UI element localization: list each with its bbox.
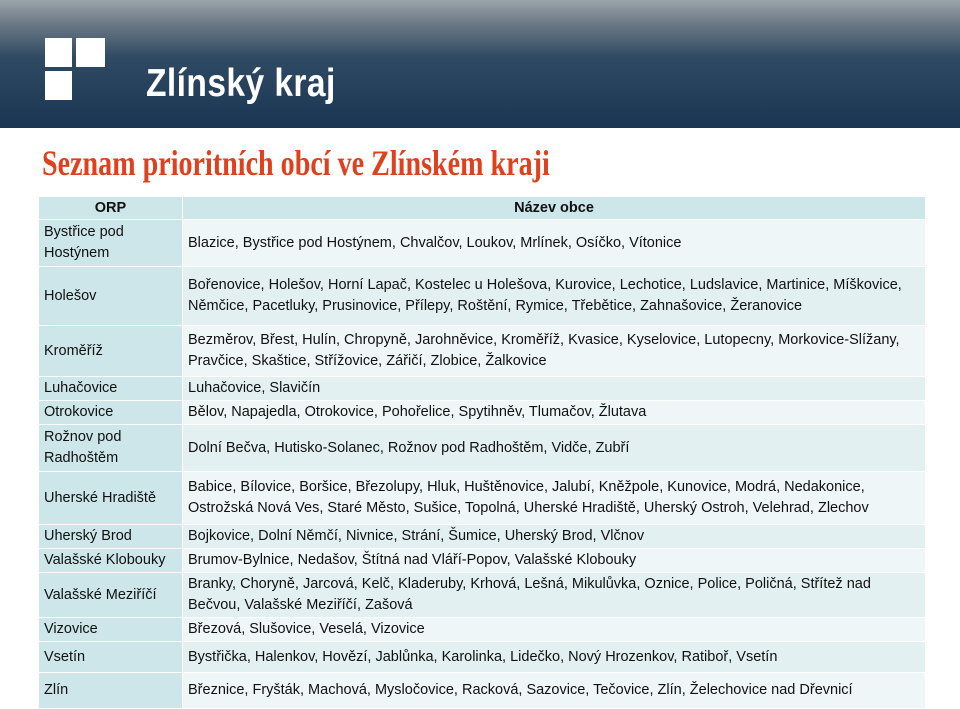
table-row — [39, 401, 926, 425]
orp-cell: Otrokovice — [39, 401, 183, 425]
orp-cell: Valašské Meziříčí — [39, 573, 183, 618]
table-header-row — [39, 197, 926, 220]
table-row — [39, 573, 926, 618]
orp-cell: Kroměříž — [39, 326, 183, 377]
orp-cell: Bystřice pod Hostýnem — [39, 220, 183, 267]
table-row — [39, 642, 926, 673]
municipalities-cell: Babice, Bílovice, Boršice, Březolupy, Hluk, Huštěnovice, Jalubí, Kněžpole, Kunovice, Modrá, Nedakonice, Ostrožská Nová Ves, Staré Město, Sušice, Topolná, Uherské Hradiště, Uherský Ostroh, Velehrad, Zlechov — [183, 472, 926, 525]
municipalities-cell: Bělov, Napajedla, Otrokovice, Pohořelice, Spytihněv, Tlumačov, Žlutava — [183, 401, 926, 425]
priority-municipalities-table — [38, 196, 926, 709]
orp-cell: Vizovice — [39, 618, 183, 642]
municipalities-cell: Březnice, Fryšták, Machová, Mysločovice, Racková, Sazovice, Tečovice, Zlín, Želechovice nad Dřevnicí — [183, 673, 926, 709]
table-row — [39, 326, 926, 377]
orp-cell: Valašské Klobouky — [39, 549, 183, 573]
orp-cell: Luhačovice — [39, 377, 183, 401]
municipalities-cell: Bystřička, Halenkov, Hovězí, Jablůnka, Karolinka, Lidečko, Nový Hrozenkov, Ratiboř, Vsetín — [183, 642, 926, 673]
table-row — [39, 472, 926, 525]
table-row — [39, 549, 926, 573]
municipalities-cell: Luhačovice, Slavičín — [183, 377, 926, 401]
table-row — [39, 618, 926, 642]
table-row — [39, 673, 926, 709]
orp-cell: Rožnov pod Radhoštěm — [39, 425, 183, 472]
municipalities-cell: Dolní Bečva, Hutisko-Solanec, Rožnov pod Radhoštěm, Vidče, Zubří — [183, 425, 926, 472]
municipalities-cell: Bojkovice, Dolní Němčí, Nivnice, Strání, Šumice, Uherský Brod, Vlčnov — [183, 525, 926, 549]
table-row — [39, 220, 926, 267]
municipalities-cell: Brumov-Bylnice, Nedašov, Štítná nad Vláří-Popov, Valašské Klobouky — [183, 549, 926, 573]
orp-cell: Holešov — [39, 267, 183, 326]
header-banner — [0, 0, 960, 128]
column-header-orp: ORP — [39, 197, 183, 220]
municipalities-cell: Branky, Choryně, Jarcová, Kelč, Kladeruby, Krhová, Lešná, Mikulůvka, Oznice, Police, Poličná, Střítež nad Bečvou, Valašské Meziříčí, Zašová — [183, 573, 926, 618]
table-row — [39, 267, 926, 326]
municipalities-cell: Bezměrov, Břest, Hulín, Chropyně, Jarohněvice, Kroměříž, Kvasice, Kyselovice, Lutopecny, Morkovice-Slížany, Pravčice, Skaštice, Střížovice, Zářičí, Zlobice, Žalkovice — [183, 326, 926, 377]
logo-text: Zlínský kraj — [146, 62, 336, 105]
orp-cell: Uherské Hradiště — [39, 472, 183, 525]
orp-cell: Uherský Brod — [39, 525, 183, 549]
orp-cell: Zlín — [39, 673, 183, 709]
table-row — [39, 525, 926, 549]
zlin-region-logo-icon — [45, 38, 105, 100]
municipalities-cell: Blazice, Bystřice pod Hostýnem, Chvalčov, Loukov, Mrlínek, Osíčko, Vítonice — [183, 220, 926, 267]
column-header-municipality: Název obce — [183, 197, 926, 220]
orp-cell: Vsetín — [39, 642, 183, 673]
table-row — [39, 425, 926, 472]
table-row — [39, 377, 926, 401]
municipalities-cell: Březová, Slušovice, Veselá, Vizovice — [183, 618, 926, 642]
page-title: Seznam prioritních obcí ve Zlínském kraji — [42, 143, 550, 183]
municipalities-cell: Bořenovice, Holešov, Horní Lapač, Kostelec u Holešova, Kurovice, Lechotice, Ludslavice, Martinice, Míškovice, Němčice, Pacetluky, Prusinovice, Přílepy, Roštění, Rymice, Třebětice, Zahnašovice, Žeranovice — [183, 267, 926, 326]
